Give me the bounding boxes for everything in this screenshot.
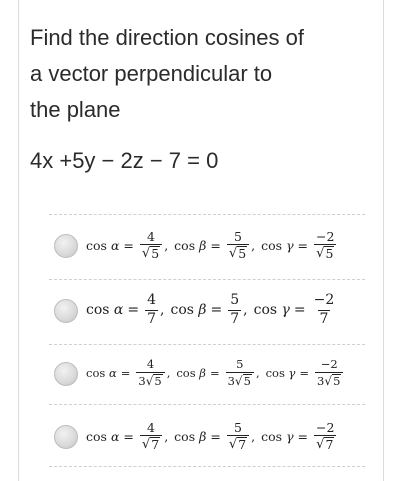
denominator [140, 435, 162, 451]
radical-icon: √ [234, 373, 243, 388]
comma: , [166, 366, 171, 380]
equals-sign: = [210, 428, 221, 444]
numerator: 4 [147, 292, 157, 309]
option-math [86, 283, 338, 337]
gamma-symbol: γ [286, 428, 294, 444]
answer-option-4[interactable] [50, 409, 365, 463]
equals-sign: = [123, 237, 134, 253]
numerator: −2 [320, 357, 338, 372]
numerator: 5 [234, 228, 242, 244]
beta-symbol: β [199, 366, 206, 380]
fraction [228, 293, 241, 327]
comma: , [160, 302, 165, 318]
option-math [86, 346, 345, 400]
cos-label: cos [170, 302, 194, 318]
comma: , [251, 237, 256, 253]
cos-label: cos [261, 237, 283, 253]
radical-icon: √ [228, 437, 238, 453]
alpha-symbol: α [108, 366, 117, 380]
fraction [312, 293, 337, 327]
gamma-symbol: γ [281, 302, 290, 318]
alpha-symbol: α [110, 237, 120, 253]
denominator-coefficient: 3 [138, 373, 146, 388]
plane-equation: 4x +5y − 2z − 7 = 0 [30, 148, 219, 173]
equals-sign: = [123, 428, 134, 444]
question-line: the plane [30, 97, 121, 122]
divider [49, 279, 365, 280]
radical-icon: √ [316, 437, 325, 453]
question-text [30, 20, 360, 128]
denominator [226, 372, 254, 388]
radio-button[interactable] [54, 362, 78, 386]
answer-option-1[interactable] [50, 218, 365, 272]
beta-symbol: β [198, 302, 207, 318]
equals-sign: = [297, 237, 309, 253]
beta-symbol: β [199, 237, 207, 253]
cos-label: cos [174, 428, 196, 444]
radicand: 5 [333, 374, 341, 388]
cos-label: cos [176, 366, 196, 380]
equals-sign: = [209, 366, 220, 380]
numerator: 5 [230, 292, 240, 309]
comma: , [251, 428, 256, 444]
radical-icon: √ [141, 246, 151, 262]
comma: , [243, 302, 248, 318]
denominator-coefficient: 3 [317, 373, 325, 388]
numerator: 4 [147, 228, 155, 244]
beta-symbol: β [199, 428, 207, 444]
fraction [314, 421, 336, 452]
radicand: 7 [151, 437, 160, 453]
radical-icon: √ [324, 373, 333, 388]
radical-icon: √ [316, 246, 325, 262]
comma: , [164, 237, 169, 253]
equals-sign: = [297, 428, 309, 444]
numerator: 4 [147, 419, 155, 435]
answer-option-3[interactable] [50, 346, 365, 400]
fraction [227, 421, 249, 452]
denominator [314, 435, 336, 451]
denominator: 7 [147, 310, 157, 327]
radio-button[interactable] [54, 425, 78, 449]
divider [49, 214, 365, 215]
gamma-symbol: γ [286, 237, 294, 253]
cos-label: cos [86, 428, 107, 444]
radio-button[interactable] [54, 299, 78, 323]
fraction [136, 358, 164, 387]
numerator: 4 [146, 357, 155, 372]
denominator: 7 [319, 310, 329, 327]
denominator [227, 244, 249, 260]
equals-sign: = [120, 366, 131, 380]
alpha-symbol: α [113, 302, 124, 318]
equals-sign: = [127, 302, 140, 318]
radicand: 5 [325, 246, 334, 262]
cos-label: cos [86, 366, 106, 380]
cos-label: cos [86, 302, 110, 318]
radicand: 5 [151, 246, 160, 262]
answer-option-2[interactable] [50, 283, 365, 337]
fraction [314, 230, 336, 261]
fraction [226, 358, 254, 387]
cos-label: cos [253, 302, 278, 318]
fraction [227, 230, 249, 261]
denominator: 7 [230, 310, 240, 327]
fraction [145, 293, 158, 327]
numerator: 5 [234, 419, 242, 435]
cos-label: cos [261, 428, 283, 444]
radical-icon: √ [145, 373, 154, 388]
radio-button[interactable] [54, 234, 78, 258]
fraction [315, 358, 343, 387]
equals-sign: = [210, 302, 223, 318]
cos-label: cos [174, 237, 196, 253]
option-math [86, 409, 338, 463]
denominator [314, 244, 336, 260]
radical-icon: √ [141, 437, 151, 453]
radicand: 7 [238, 437, 247, 453]
radicand: 7 [325, 437, 334, 453]
radical-icon: √ [228, 246, 238, 262]
comma: , [255, 366, 260, 380]
numerator: 5 [236, 357, 244, 372]
question-line: Find the direction cosines of [30, 25, 304, 50]
numerator: −2 [313, 292, 335, 309]
gamma-symbol: γ [288, 366, 296, 380]
numerator: −2 [316, 228, 335, 244]
divider [49, 466, 365, 467]
numerator: −2 [316, 419, 335, 435]
radicand: 5 [238, 246, 247, 262]
denominator [136, 372, 164, 388]
equals-sign: = [210, 237, 221, 253]
cos-label: cos [86, 237, 107, 253]
denominator [315, 372, 343, 388]
equals-sign: = [299, 366, 310, 380]
radicand: 5 [243, 374, 251, 388]
divider [49, 344, 365, 345]
denominator [140, 244, 162, 260]
alpha-symbol: α [110, 428, 120, 444]
radicand: 5 [154, 374, 162, 388]
fraction [140, 230, 162, 261]
cos-label: cos [265, 366, 285, 380]
comma: , [164, 428, 169, 444]
divider [49, 404, 365, 405]
equals-sign: = [293, 302, 306, 318]
denominator [227, 435, 249, 451]
denominator-coefficient: 3 [227, 373, 235, 388]
question-line: a vector perpendicular to [30, 61, 273, 86]
fraction [140, 421, 162, 452]
option-math [86, 218, 338, 272]
